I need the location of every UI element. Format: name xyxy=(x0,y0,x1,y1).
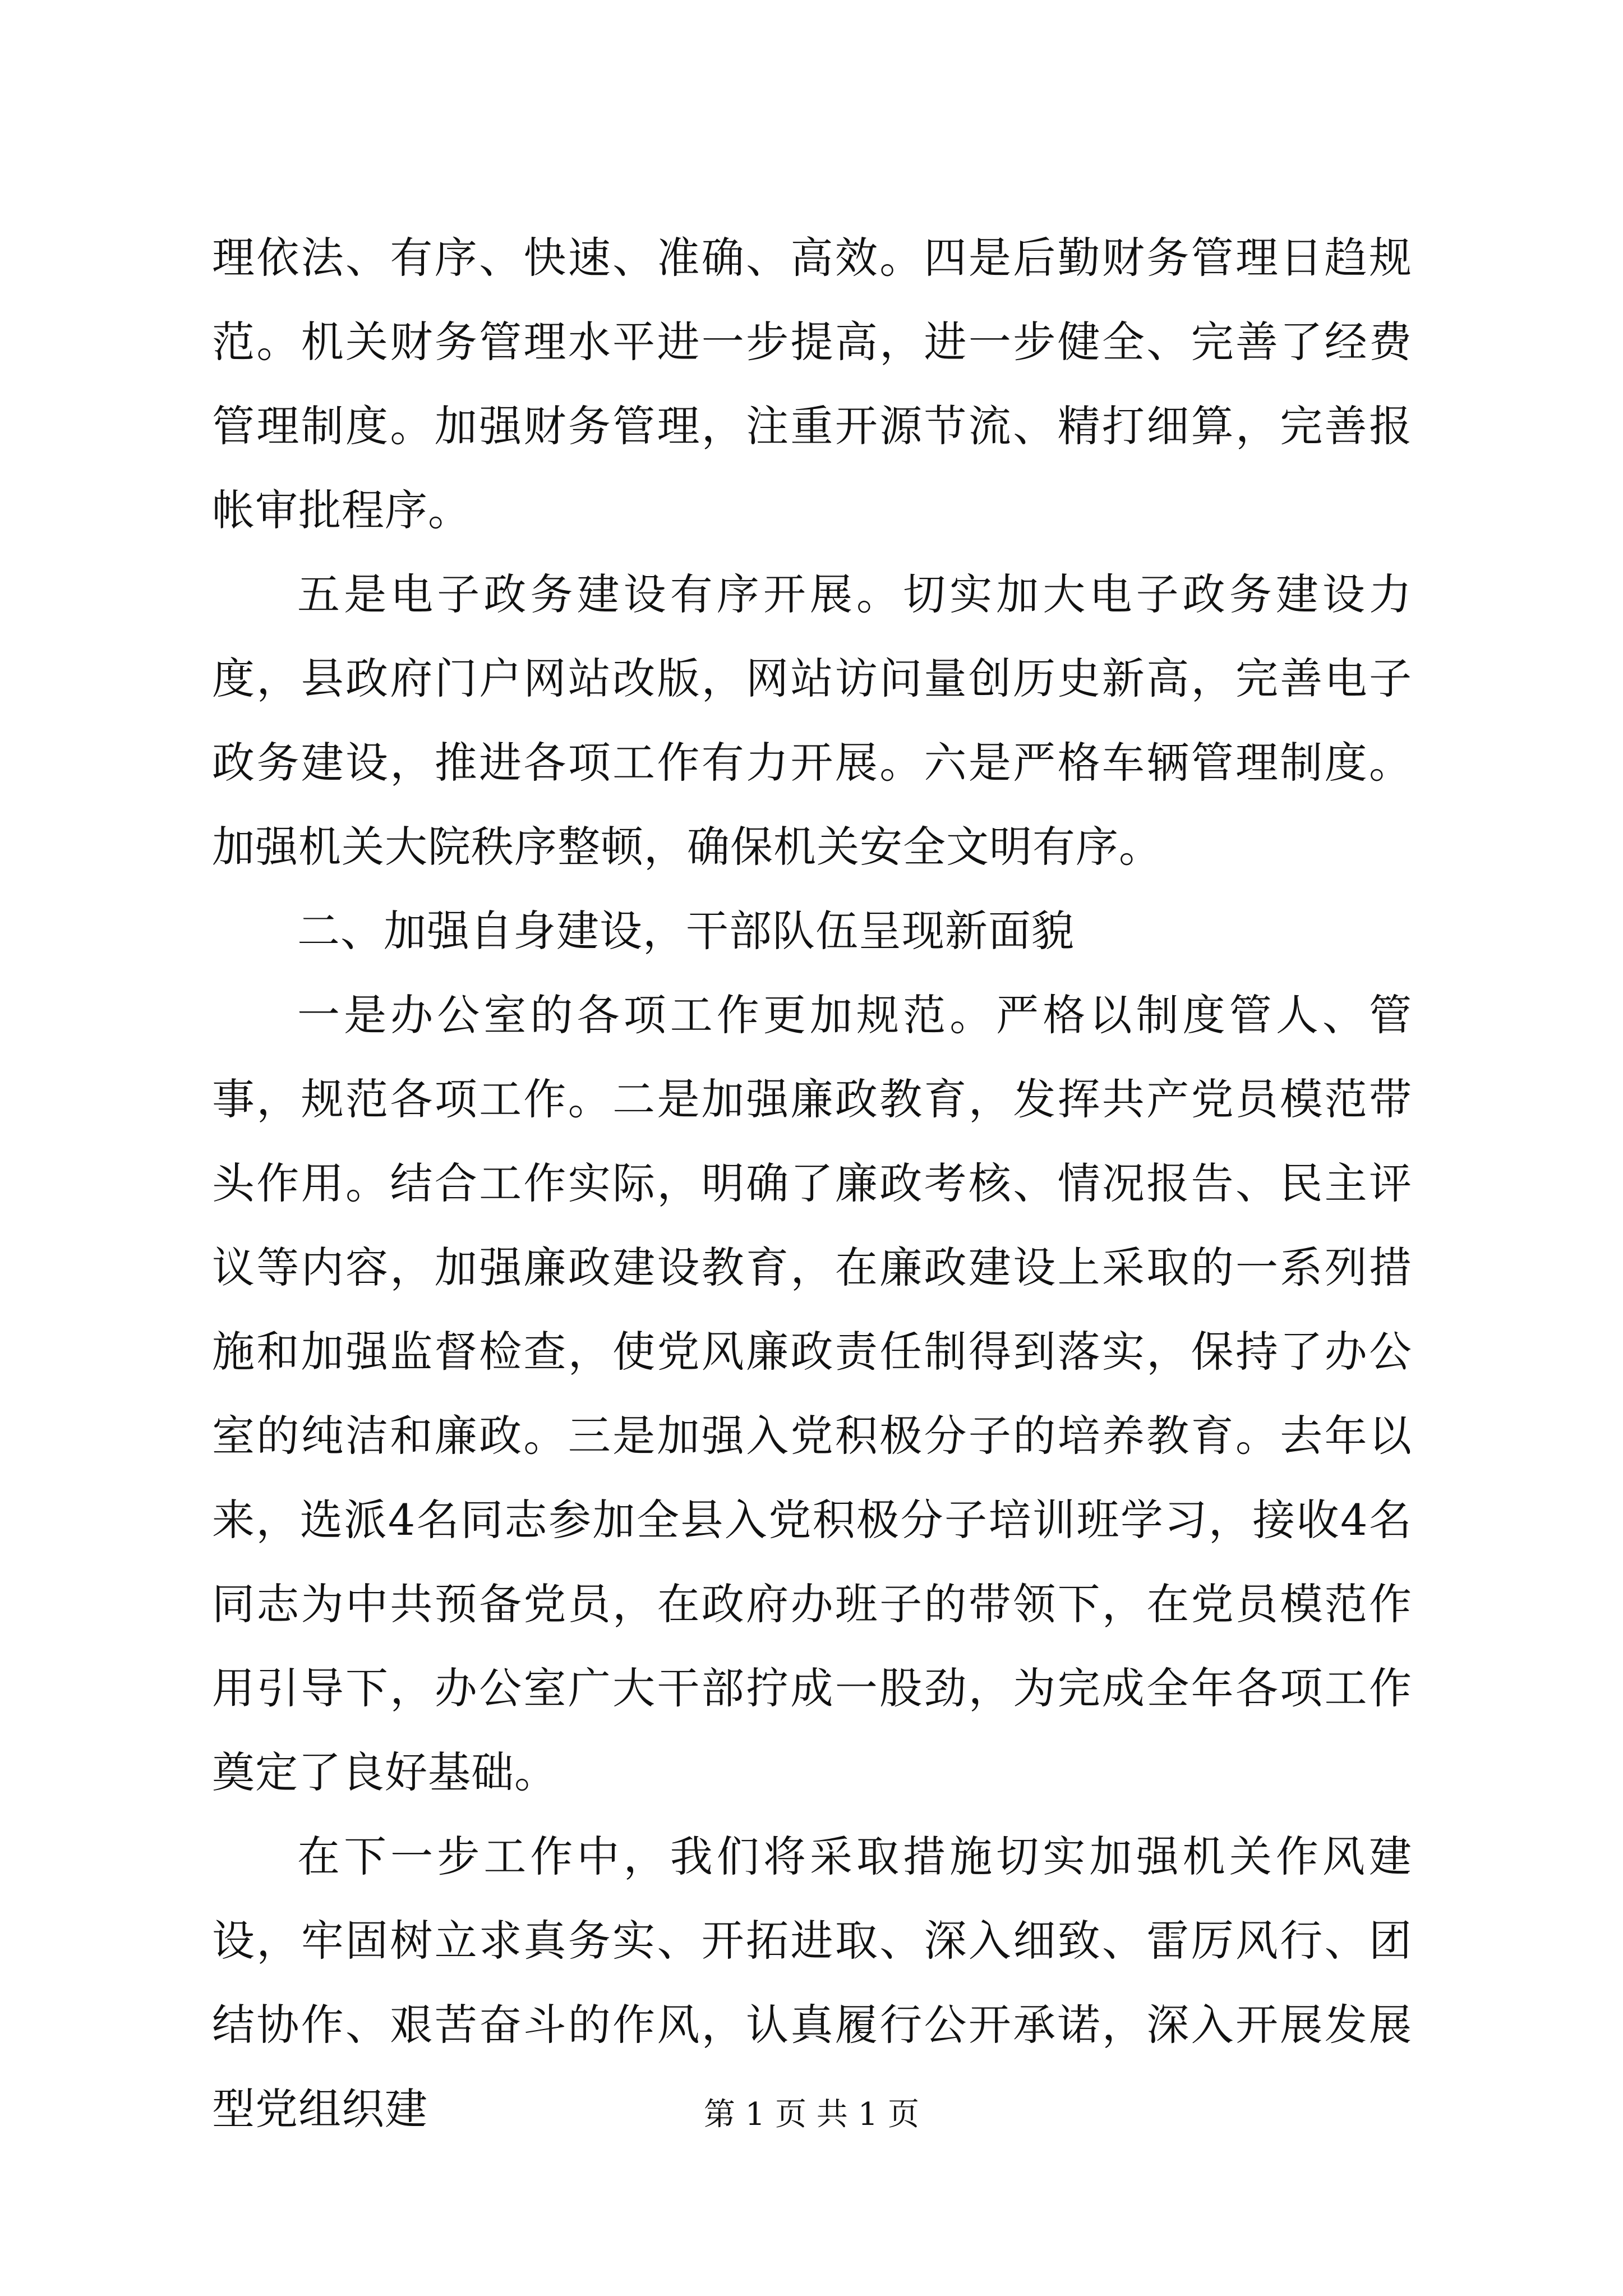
section-heading: 二、加强自身建设，干部队伍呈现新面貌 xyxy=(297,906,1075,956)
paragraph-e-government: 五是电子政务建设有序开展。切实加大电子政务建设力度，县政府门户网站改版，网站访问量创历史新高，完善电子政务建设，推进各项工作有力开展。六是严格车辆管理制度。加强机关大院秩序整顿，确保机关安全文明有序。 xyxy=(212,569,1412,872)
paragraph-next-steps: 在下一步工作中，我们将采取措施切实加强机关作风建设，牢固树立求真务实、开拓进取、深入细致、雷厉风行、团结协作、艰苦奋斗的作风，认真履行公开承诺，深入开展发展型党组织建 xyxy=(212,1832,1412,2134)
page-footer: 第 1 页 共 1 页 xyxy=(703,2096,920,2133)
paragraph-self-building: 一是办公室的各项工作更加规范。严格以制度管人、管事，规范各项工作。二是加强廉政教育，发挥共产党员模范带头作用。结合工作实际，明确了廉政考核、情况报告、民主评议等内容，加强廉政建设教育，在廉政建设上采取的一系列措施和加强监督检查，使党风廉政责任制得到落实，保持了办公室的纯洁和廉政。三是加强入党积极分子的培养教育。去年以来，选派4名同志参加全县入党积极分子培训班学习，接收4名同志为中共预备党员，在政府办班子的带领下，在党员模范作用引导下，办公室广大干部拧成一股劲，为完成全年各项工作奠定了良好基础。 xyxy=(212,990,1412,1797)
paragraph-continuation: 理依法、有序、快速、准确、高效。四是后勤财务管理日趋规范。机关财务管理水平进一步提高，进一步健全、完善了经费管理制度。加强财务管理，注重开源节流、精打细算，完善报帐审批程序。 xyxy=(212,233,1412,535)
document-body xyxy=(212,216,1412,2151)
